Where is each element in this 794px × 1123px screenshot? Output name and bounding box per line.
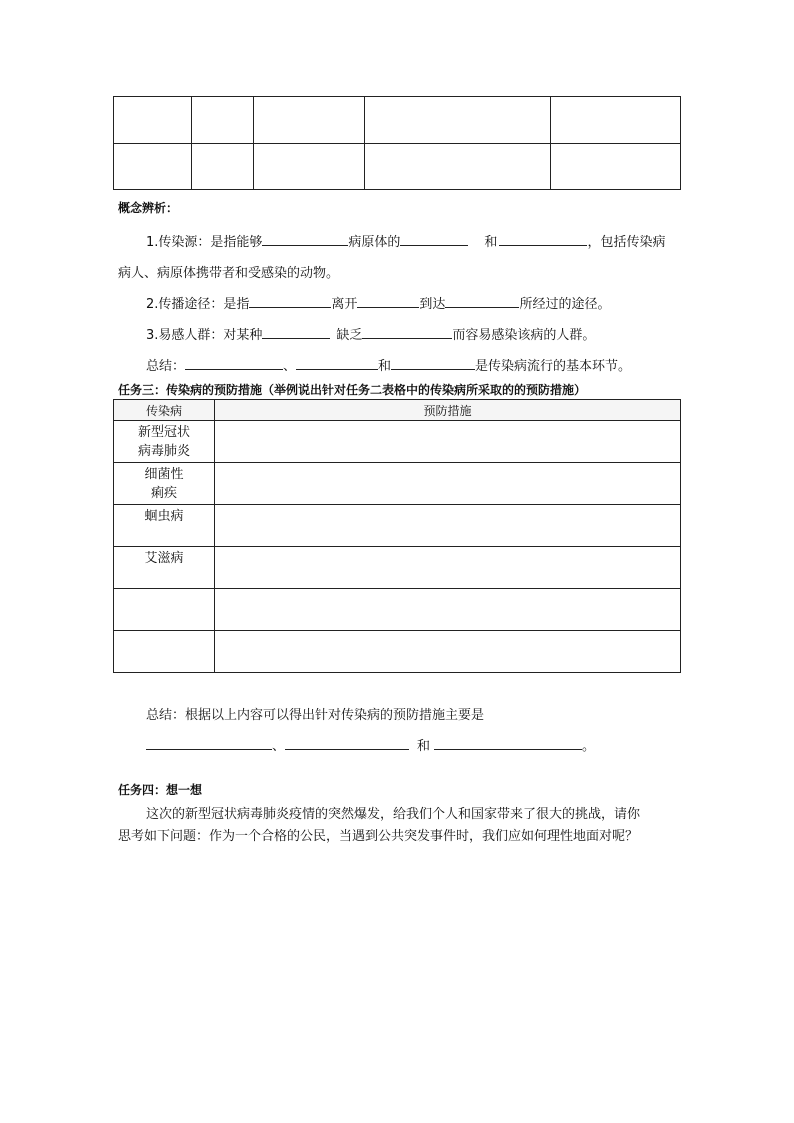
- blank-line[interactable]: [146, 748, 272, 750]
- blank-line[interactable]: [296, 368, 378, 370]
- col-header-disease: 传染病: [114, 400, 215, 421]
- disease-cell: 新型冠状 病毒肺炎: [114, 421, 215, 463]
- blank-line[interactable]: [400, 244, 468, 246]
- measures-cell[interactable]: [215, 421, 681, 463]
- blank-cell[interactable]: [551, 97, 681, 144]
- blank-line[interactable]: [262, 244, 348, 246]
- blank-line[interactable]: [391, 368, 475, 370]
- blank-cell[interactable]: [191, 144, 253, 190]
- blank-line[interactable]: [185, 368, 283, 370]
- blank-line[interactable]: [434, 748, 582, 750]
- blank-line[interactable]: [249, 306, 331, 308]
- table-row: [114, 421, 681, 463]
- prevention-table: [113, 399, 681, 673]
- blank-line[interactable]: [362, 337, 452, 339]
- concept-item-1: 1.传染源：是指能够 病原体的 和 ，包括传染病: [146, 235, 666, 250]
- table-row: [114, 631, 681, 673]
- task4-heading: 任务四：想一想: [118, 783, 203, 797]
- blank-cell[interactable]: [191, 97, 253, 144]
- concept-item-3: 3.易感人群：对某种 缺乏 而容易感染该病的人群。: [146, 328, 596, 343]
- blank-line[interactable]: [499, 244, 587, 246]
- task4-paragraph-line1: 这次的新型冠状病毒肺炎疫情的突然爆发，给我们个人和国家带来了很大的挑战，请你: [146, 807, 641, 822]
- blank-cell[interactable]: [551, 144, 681, 190]
- disease-cell[interactable]: [114, 589, 215, 631]
- task3-summary-text: 总结：根据以上内容可以得出针对传染病的预防措施主要是: [146, 708, 485, 723]
- blank-cell[interactable]: [365, 144, 551, 190]
- table-row: [114, 547, 681, 589]
- task4-paragraph-line2: 思考如下问题：作为一个合格的公民，当遇到公共突发事件时，我们应如何理性地面对呢？: [118, 829, 639, 844]
- blank-line[interactable]: [357, 306, 419, 308]
- table-row: [114, 463, 681, 505]
- blank-cell[interactable]: [253, 144, 365, 190]
- disease-cell[interactable]: [114, 631, 215, 673]
- table-row: [114, 589, 681, 631]
- top-blank-table: [113, 96, 681, 190]
- blank-cell[interactable]: [114, 144, 192, 190]
- measures-cell[interactable]: [215, 589, 681, 631]
- measures-cell[interactable]: [215, 547, 681, 589]
- concept-summary: 总结： 、 和 是传染病流行的基本环节。: [146, 359, 632, 374]
- blank-cell[interactable]: [253, 97, 365, 144]
- blank-cell[interactable]: [365, 97, 551, 144]
- col-header-measures: 预防措施: [215, 400, 681, 421]
- measures-cell[interactable]: [215, 463, 681, 505]
- disease-cell: 蛔虫病: [114, 505, 215, 547]
- measures-cell[interactable]: [215, 505, 681, 547]
- concept-item-1-cont: 病人、病原体携带者和受感染的动物。: [118, 266, 340, 281]
- blank-line[interactable]: [262, 337, 330, 339]
- task3-heading: 任务三：传染病的预防措施（举例说出针对任务二表格中的传染病所采取的的预防措施）: [118, 383, 587, 397]
- disease-cell: 艾滋病: [114, 547, 215, 589]
- concept-heading: 概念辨析：: [118, 201, 179, 215]
- measures-cell[interactable]: [215, 631, 681, 673]
- task3-summary-blanks: 、 和 。: [146, 735, 595, 754]
- blank-line[interactable]: [445, 306, 519, 308]
- disease-cell: 细菌性 痢疾: [114, 463, 215, 505]
- blank-line[interactable]: [285, 748, 409, 750]
- concept-item-2: 2.传播途径：是指 离开 到达 所经过的途径。: [146, 297, 611, 312]
- table-row: [114, 505, 681, 547]
- blank-cell[interactable]: [114, 97, 192, 144]
